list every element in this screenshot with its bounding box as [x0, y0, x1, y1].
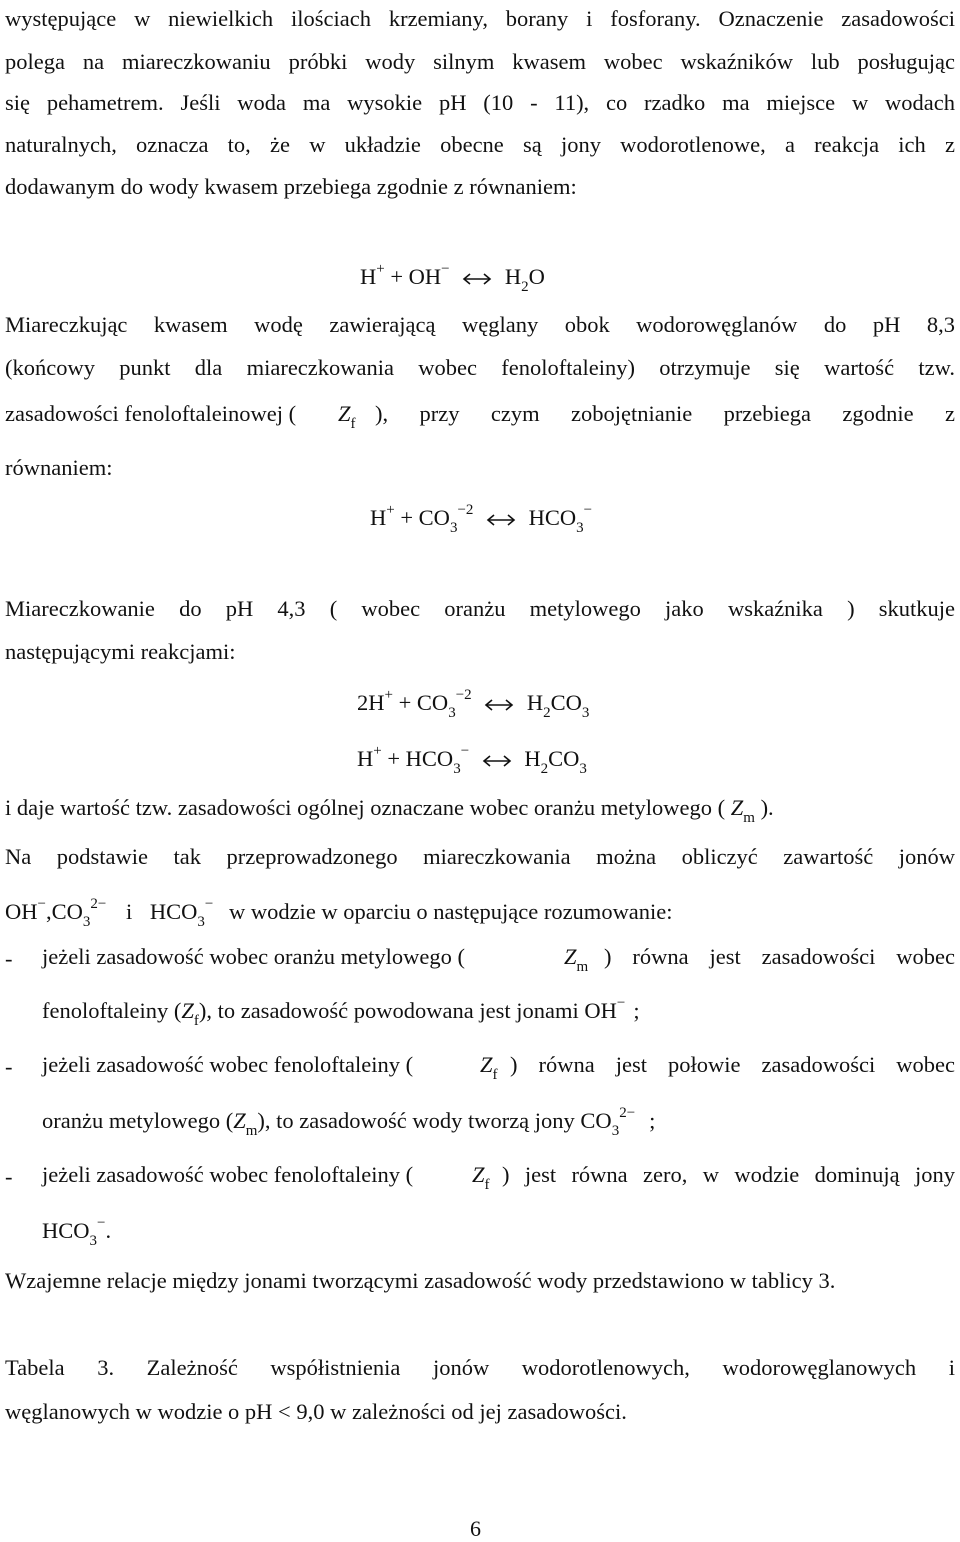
- text-fragment: fenoloftaleiny (: [42, 998, 182, 1023]
- eq-symbol: H: [526, 690, 544, 715]
- eq-charge: −2: [457, 502, 474, 518]
- text-fragment: ), to zasadowość wody tworzą jony: [257, 1108, 575, 1133]
- eq-symbol: H: [370, 505, 387, 530]
- paragraph-line: występujące w niewielkich ilościach krzemiany, borany i fosforany. Oznaczenie zasadowości: [5, 6, 955, 31]
- double-arrow-icon: [461, 272, 493, 286]
- eq-index: 2: [540, 761, 549, 777]
- eq-charge: +: [384, 687, 393, 703]
- eq-charge: −: [460, 743, 470, 759]
- eq-index: 3: [611, 1123, 620, 1139]
- paragraph-line: Wzajemne relacje między jonami tworzącymi zasadowość wody przedstawiono w tablicy 3.: [5, 1268, 836, 1293]
- eq-index: f: [350, 416, 356, 432]
- eq-symbol: OH: [584, 998, 617, 1023]
- eq-charge: −: [204, 896, 214, 912]
- symbol-z: Z: [730, 795, 744, 820]
- text-fragment: ).: [760, 795, 774, 820]
- text-fragment: i daje wartość tzw. zasadowości ogólnej oznaczane wobec oranżu metylowego (: [5, 795, 726, 820]
- list-item-continuation: [42, 1105, 656, 1139]
- symbol-zf: [338, 401, 356, 432]
- eq-index: 3: [579, 761, 587, 777]
- eq-index: 3: [576, 520, 584, 536]
- symbol-z: Z: [480, 1052, 493, 1077]
- text-fragment: ;: [633, 998, 640, 1023]
- eq-charge: −: [37, 896, 46, 912]
- text-fragment: ), przy czym zobojętnianie przebiega zgodnie z: [375, 401, 955, 426]
- paragraph-line: następującymi reakcjami:: [5, 639, 236, 664]
- eq-charge: −: [441, 261, 450, 277]
- equation-bicarbonate-to-carbonic-acid: [357, 743, 587, 777]
- list-item-continuation: [42, 995, 640, 1029]
- eq-symbol: 2H: [357, 690, 385, 715]
- eq-symbol: O: [528, 264, 545, 289]
- eq-index: 3: [89, 1233, 98, 1249]
- equation-carbonate-to-carbonic-acid: [357, 687, 590, 721]
- eq-operator: +: [398, 690, 412, 715]
- paragraph-line-ions: [5, 896, 673, 930]
- paragraph-line: Miareczkując kwasem wodę zawierającą węglany obok wodorowęglanów do pH 8,3: [5, 312, 955, 337]
- eq-symbol: HCO: [405, 746, 454, 771]
- eq-charge: −: [616, 995, 626, 1011]
- eq-operator: +: [387, 746, 401, 771]
- eq-symbol: CO: [548, 746, 580, 771]
- symbol-z: Z: [233, 1108, 246, 1133]
- eq-symbol: OH: [408, 264, 442, 289]
- eq-index: f: [193, 1013, 199, 1029]
- list-bullet: -: [5, 1164, 13, 1189]
- eq-symbol: ,CO: [45, 899, 83, 924]
- page-number: 6: [470, 1516, 481, 1541]
- paragraph-line: równaniem:: [5, 455, 113, 480]
- text-fragment: jeżeli zasadowość wobec fenoloftaleiny (: [42, 1052, 414, 1077]
- table-caption-line: Tabela 3. Zależność współistnienia jonów wodorotlenowych, wodorowęglanowych i: [5, 1355, 955, 1380]
- eq-index: 3: [453, 761, 461, 777]
- eq-charge: +: [373, 743, 382, 759]
- eq-charge: 2−: [90, 896, 107, 912]
- double-arrow-icon: [485, 513, 517, 527]
- list-bullet: -: [5, 1054, 13, 1079]
- eq-index: m: [743, 810, 755, 826]
- list-item: [42, 1052, 955, 1083]
- eq-symbol: CO: [550, 690, 582, 715]
- paragraph-line: dodawanym do wody kwasem przebiega zgodnie z równaniem:: [5, 174, 577, 199]
- eq-symbol: HCO: [42, 1218, 90, 1243]
- eq-index: m: [576, 959, 589, 975]
- eq-symbol: CO: [418, 505, 450, 530]
- eq-operator: +: [400, 505, 414, 530]
- list-item-continuation: [42, 1215, 112, 1249]
- equation-water-formation: [360, 261, 545, 295]
- eq-symbol: H: [357, 746, 374, 771]
- text-fragment: w wodzie w oparciu o następujące rozumowanie:: [228, 899, 673, 924]
- eq-symbol: OH: [5, 899, 38, 924]
- eq-index: f: [492, 1067, 498, 1083]
- text-fragment: ) jest równa zero, w wodzie dominują jony: [502, 1162, 955, 1187]
- eq-symbol: HCO: [149, 899, 198, 924]
- eq-charge: −2: [455, 687, 472, 703]
- eq-charge: 2−: [619, 1105, 636, 1121]
- eq-index: 2: [543, 705, 551, 721]
- text-fragment: jeżeli zasadowość wobec oranżu metylowego (: [42, 944, 465, 969]
- paragraph-line: polega na miareczkowaniu próbki wody silnym kwasem wobec wskaźników lub posługując: [5, 49, 955, 74]
- eq-symbol: H: [504, 264, 522, 289]
- paragraph-line: (końcowy punkt dla miareczkowania wobec fenoloftaleiny) otrzymuje się wartość tzw.: [5, 355, 955, 380]
- eq-charge: +: [386, 502, 395, 518]
- text-fragment: .: [105, 1218, 112, 1243]
- double-arrow-icon: [481, 754, 513, 768]
- eq-index: f: [484, 1177, 490, 1193]
- eq-symbol: H: [524, 746, 541, 771]
- text-fragment: i: [125, 899, 133, 924]
- eq-symbol: CO: [416, 690, 449, 715]
- eq-charge: +: [376, 261, 385, 277]
- text-fragment: zasadowości fenoloftaleinowej (: [5, 401, 297, 426]
- eq-symbol: H: [360, 264, 377, 289]
- text-fragment: ) równa jest zasadowości wobec: [604, 944, 955, 969]
- equation-carbonate-to-bicarbonate: [370, 502, 593, 536]
- symbol-z: Z: [338, 401, 351, 426]
- text-fragment: oranżu metylowego (: [42, 1108, 234, 1133]
- eq-index: m: [245, 1123, 258, 1139]
- paragraph-line: [5, 795, 774, 826]
- eq-symbol: HCO: [528, 505, 577, 530]
- eq-operator: +: [390, 264, 404, 289]
- list-item: [42, 1162, 955, 1193]
- paragraph-line: się pehametrem. Jeśli woda ma wysokie pH (10 - 11), co rzadko ma miejsce w wodach: [5, 90, 955, 115]
- paragraph-line: naturalnych, oznacza to, że w układzie obecne są jony wodorotlenowe, a reakcja ich z: [5, 132, 955, 157]
- eq-index: 3: [449, 520, 458, 536]
- text-fragment: ;: [649, 1108, 656, 1133]
- list-bullet: -: [5, 946, 13, 971]
- eq-index: 3: [82, 914, 91, 930]
- eq-symbol: CO: [580, 1108, 612, 1133]
- eq-index: 3: [581, 705, 590, 721]
- symbol-z: Z: [564, 944, 577, 969]
- eq-index: 3: [197, 914, 205, 930]
- double-arrow-icon: [483, 698, 515, 712]
- eq-index: 2: [521, 279, 529, 295]
- table-caption-line: węglanowych w wodzie o pH < 9,0 w zależności od jej zasadowości.: [5, 1399, 627, 1424]
- list-item: [42, 944, 955, 975]
- symbol-z: Z: [181, 998, 194, 1023]
- eq-charge: −: [97, 1215, 106, 1231]
- paragraph-line: Miareczkowanie do pH 4,3 ( wobec oranżu metylowego jako wskaźnika ) skutkuje: [5, 596, 955, 621]
- paragraph-line: [5, 401, 955, 432]
- eq-index: 3: [448, 705, 456, 721]
- paragraph-line: Na podstawie tak przeprowadzonego miareczkowania można obliczyć zawartość jonów: [5, 844, 955, 869]
- text-fragment: ) równa jest połowie zasadowości wobec: [510, 1052, 955, 1077]
- eq-charge: −: [583, 502, 593, 518]
- text-fragment: jeżeli zasadowość wobec fenoloftaleiny (: [42, 1162, 414, 1187]
- symbol-z: Z: [472, 1162, 485, 1187]
- text-fragment: ), to zasadowość powodowana jest jonami: [198, 998, 579, 1023]
